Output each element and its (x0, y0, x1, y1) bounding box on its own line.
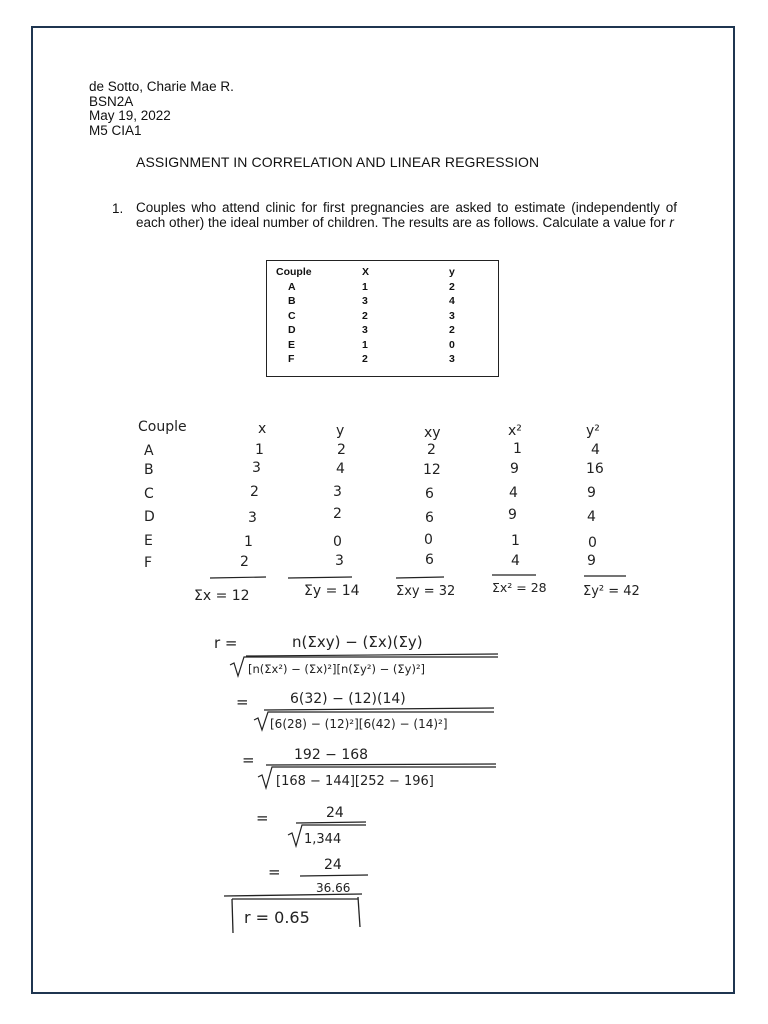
hw-cell: 3 (248, 510, 257, 526)
sum-xy: Σxy = 32 (396, 584, 456, 599)
table-row (276, 338, 455, 353)
hw-cell: 9 (508, 507, 517, 523)
hw-cell: 0 (424, 532, 433, 548)
sum-x: Σx = 12 (194, 588, 250, 604)
hw-cell: 9 (510, 461, 519, 477)
hw-cell: 2 (240, 554, 249, 570)
header-x: X (362, 266, 370, 278)
handwritten-solution (90, 395, 678, 950)
assignment-code: M5 CIA1 (89, 122, 142, 138)
hw-cell: 3 (333, 484, 342, 500)
header-couple: Couple (276, 266, 312, 278)
cell-y: 3 (449, 353, 455, 365)
cell-couple: E (288, 338, 296, 351)
formula-denominator: [n(Σx²) − (Σx)²][n(Σy²) − (Σy)²] (248, 662, 426, 676)
final-result: r = 0.65 (244, 908, 310, 927)
cell-x: 1 (362, 338, 368, 351)
hw-cell: 4 (509, 485, 518, 501)
hw-cell: 4 (587, 509, 596, 525)
step1-denominator: [6(28) − (12)²][6(42) − (14)²] (270, 717, 448, 731)
hw-header-y: y (336, 423, 345, 439)
cell-y: 0 (449, 338, 455, 351)
hw-header-xy: xy (424, 425, 441, 441)
step2-equals: = (242, 751, 255, 769)
hw-cell: 6 (425, 486, 434, 502)
student-header (89, 80, 234, 138)
submission-date: May 19, 2022 (89, 108, 171, 123)
step4-denominator: 36.66 (316, 881, 351, 895)
hw-cell: 2 (427, 442, 436, 458)
question-text (136, 201, 677, 230)
hw-cell: 1 (255, 442, 264, 458)
hw-cell: 9 (587, 485, 596, 501)
cell-y: 3 (449, 309, 455, 322)
table-row (276, 294, 455, 309)
step2-denominator: [168 − 144][252 − 196] (276, 774, 434, 789)
step3-numerator: 24 (326, 805, 344, 821)
hw-cell: 3 (335, 553, 344, 569)
hw-cell: 0 (588, 535, 597, 551)
hw-cell: A (144, 443, 154, 459)
sum-underlines (210, 575, 626, 578)
cell-x: 2 (362, 353, 368, 365)
cell-y: 2 (449, 280, 455, 293)
header-y: y (449, 266, 455, 278)
student-section: BSN2A (89, 93, 134, 109)
hw-cell: C (144, 486, 154, 502)
sum-y2: Σy² = 42 (583, 584, 640, 599)
student-name: de Sotto, Charie Mae R. (89, 79, 234, 94)
formula-lhs: r = (214, 634, 238, 652)
cell-couple: C (288, 309, 296, 322)
step4-fraction-bar (300, 875, 368, 876)
cell-couple: F (288, 353, 295, 365)
step4-numerator: 24 (324, 857, 342, 873)
hw-cell: 2 (337, 442, 346, 458)
hw-cell: 4 (336, 461, 345, 477)
hw-cell: 4 (511, 553, 520, 569)
step1-equals: = (236, 693, 249, 711)
question-variable: r (669, 214, 674, 230)
hw-cell: 1 (513, 441, 522, 457)
hw-cell: B (144, 462, 154, 478)
hw-cell: 2 (250, 484, 259, 500)
step3-equals: = (256, 809, 269, 827)
question-body: Couples who attend clinic for first pregnancies are asked to estimate (independently of each other) the ideal number of children. The results are as follows. Calculate a value for (136, 200, 677, 230)
table-row (276, 323, 455, 338)
cell-couple: B (288, 295, 296, 307)
hw-cell: 12 (423, 462, 441, 478)
cell-y: 4 (449, 295, 455, 307)
given-data-table (266, 260, 499, 377)
hw-header-y2: y² (586, 423, 600, 439)
cell-x: 2 (362, 309, 368, 322)
hw-cell: E (144, 533, 153, 549)
formula-numerator: n(Σxy) − (Σx)(Σy) (292, 633, 423, 651)
hw-cell: 1 (511, 533, 520, 549)
hw-cell: 2 (333, 506, 342, 522)
table-header-row (276, 265, 455, 280)
cell-x: 3 (362, 324, 368, 336)
hw-cell: 16 (586, 461, 604, 477)
hw-cell: 4 (591, 442, 600, 458)
step2-numerator: 192 − 168 (294, 747, 369, 763)
step3-denominator: 1,344 (304, 832, 342, 847)
table-row (276, 352, 455, 367)
hw-cell: 1 (244, 534, 253, 550)
cell-y: 2 (449, 324, 455, 336)
table-row (276, 280, 455, 295)
table-row (276, 309, 455, 324)
cell-couple: A (288, 280, 296, 293)
hw-header-x2: x² (508, 423, 522, 439)
sum-x2: Σx² = 28 (492, 580, 547, 595)
hw-header-x: x (258, 421, 267, 437)
question-number: 1. (112, 201, 124, 216)
hw-cell: D (144, 509, 155, 525)
hw-cell: 3 (252, 460, 261, 476)
assignment-title: ASSIGNMENT IN CORRELATION AND LINEAR REGRESSION (136, 154, 540, 170)
hw-cell: 0 (333, 534, 342, 550)
hw-cell: 6 (425, 510, 434, 526)
step1-numerator: 6(32) − (12)(14) (290, 691, 406, 707)
cell-x: 3 (362, 295, 368, 307)
cell-couple: D (288, 324, 296, 336)
sum-y: Σy = 14 (304, 583, 360, 599)
hw-cell: 9 (587, 553, 596, 569)
hw-header-couple: Couple (138, 419, 187, 435)
hw-cell: F (144, 555, 153, 571)
step4-equals: = (268, 863, 281, 881)
cell-x: 1 (362, 280, 368, 293)
hw-cell: 6 (425, 552, 434, 568)
